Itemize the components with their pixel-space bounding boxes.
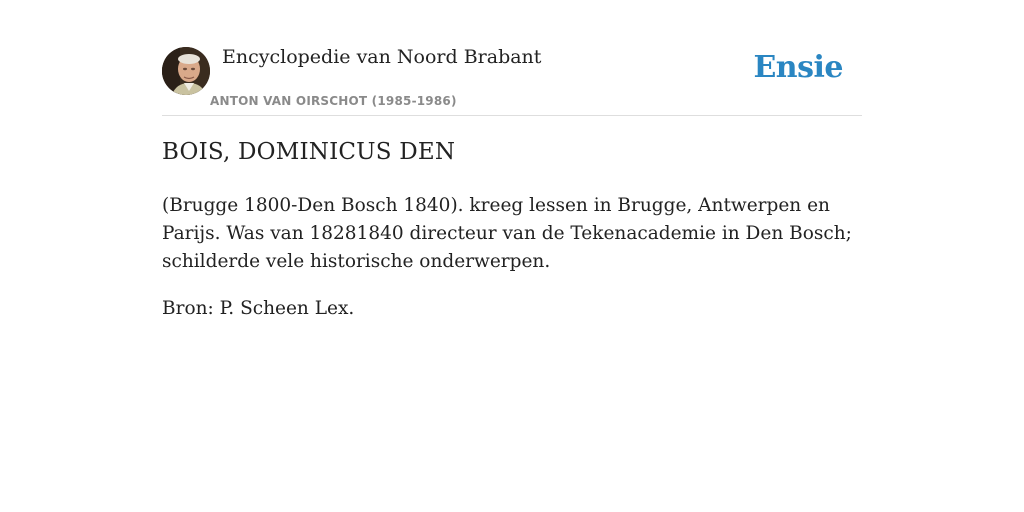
entry-title: BOIS, DOMINICUS DEN [162,139,456,165]
entry-source: Bron: P. Scheen Lex. [162,298,355,319]
page [162,0,862,512]
header [162,0,862,116]
brand-logo[interactable]: Ensie [753,50,843,85]
site-title[interactable]: Encyclopedie van Noord Brabant [222,46,542,68]
author-avatar[interactable] [162,47,210,95]
entry-body: (Brugge 1800-Den Bosch 1840). kreeg lessen in Brugge, Antwerpen en Parijs. Was van 18281840 directeur van de Tekenacademie in Den Bosch; schilderde vele historische onderwerpen. [162,195,852,272]
author-portrait-icon [162,47,210,95]
author-name[interactable]: ANTON VAN OIRSCHOT (1985-1986) [210,94,457,108]
